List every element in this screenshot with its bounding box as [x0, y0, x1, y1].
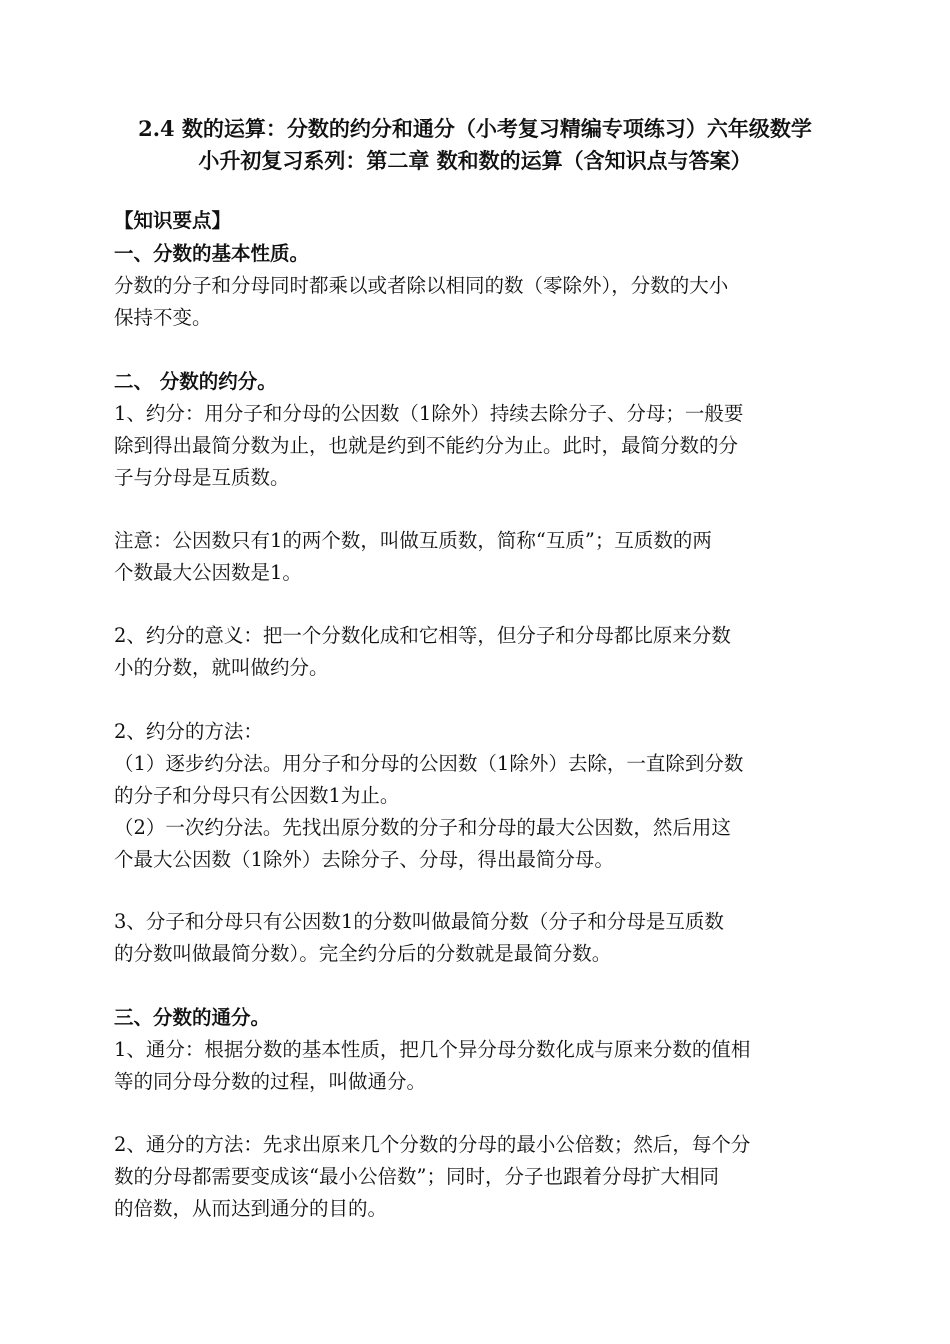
section3-p2-line: 的倍数，从而达到通分的目的。	[114, 1197, 388, 1220]
section3-p1-line: 1、通分：根据分数的基本性质，把几个异分母分数化成与原来分数的值相	[114, 1038, 751, 1061]
section3-heading: 三、分数的通分。	[114, 1006, 271, 1029]
section2-p3-line: （2）一次约分法。先找出原分数的分子和分母的最大公因数，然后用这	[114, 816, 731, 839]
section3-p2-line: 2、通分的方法：先求出原来几个分数的分母的最小公倍数；然后，每个分	[114, 1133, 751, 1156]
section1-heading: 一、分数的基本性质。	[114, 242, 310, 265]
section2-p1-line: 除到得出最简分数为止，也就是约到不能约分为止。此时，最简分数的分	[114, 434, 739, 457]
title-line-2: 小升初复习系列：第二章 数和数的运算（含知识点与答案）	[198, 148, 752, 173]
section-header: 【知识要点】	[114, 209, 232, 232]
section3-p1-line: 等的同分母分数的过程，叫做通分。	[114, 1070, 427, 1093]
section2-p4-line: 3、分子和分母只有公因数1的分数叫做最简分数（分子和分母是互质数	[114, 910, 724, 933]
section1-line: 保持不变。	[114, 306, 212, 329]
section1-line: 分数的分子和分母同时都乘以或者除以相同的数（零除外），分数的大小	[114, 274, 729, 297]
section2-p2-line: 小的分数，就叫做约分。	[114, 656, 329, 679]
section2-p2-line: 2、约分的意义：把一个分数化成和它相等，但分子和分母都比原来分数	[114, 624, 731, 647]
section2-p4-line: 的分数叫做最简分数）。完全约分后的分数就是最简分数。	[114, 942, 612, 965]
section2-p3-line: 个最大公因数（1除外）去除分子、分母，得出最简分母。	[114, 848, 614, 871]
section3-p2-line: 数的分母都需要变成该“最小公倍数”；同时，分子也跟着分母扩大相同	[114, 1165, 719, 1188]
section2-p3-line: 的分子和分母只有公因数1为止。	[114, 784, 400, 807]
section2-p3-line: 2、约分的方法：	[114, 720, 263, 743]
section2-note-line: 注意：公因数只有1的两个数，叫做互质数，简称“互质”；互质数的两	[114, 529, 712, 552]
section2-p1-line: 子与分母是互质数。	[114, 466, 290, 489]
section2-p3-line: （1）逐步约分法。用分子和分母的公因数（1除外）去除，一直除到分数	[114, 752, 744, 775]
title-line-1: 2.4 数的运算：分数的约分和通分（小考复习精编专项练习）六年级数学	[138, 116, 812, 141]
section2-note-line: 个数最大公因数是1。	[114, 561, 302, 584]
section2-heading: 二、 分数的约分。	[114, 370, 277, 393]
section2-p1-line: 1、约分：用分子和分母的公因数（1除外）持续去除分子、分母；一般要	[114, 402, 744, 425]
